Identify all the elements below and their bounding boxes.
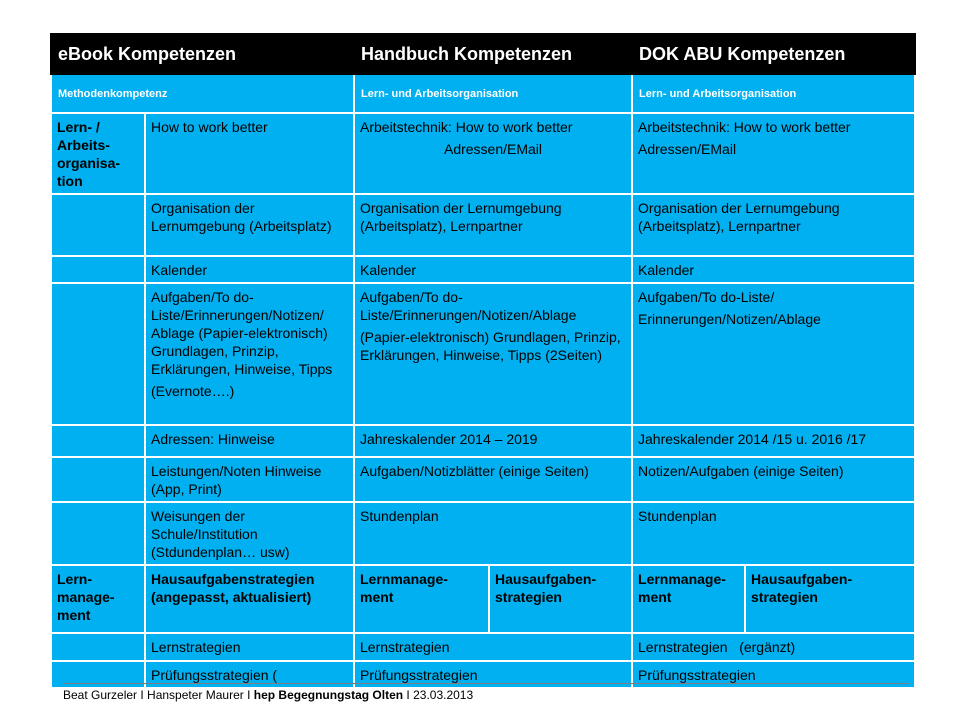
cell-dok: Notizen/Aufgaben (einige Seiten) (632, 457, 915, 502)
cell-ebook: Organisation der Lernumgebung (Arbeitsplatz) (145, 194, 354, 256)
cell-dok (632, 283, 915, 425)
empty-cell (51, 502, 145, 565)
cell-text: Arbeitstechnik: How to work better (638, 119, 851, 135)
cell-ebook: Prüfungsstrategien ( (145, 661, 354, 688)
cell-handbuch: Aufgaben/Notizblätter (einige Seiten) (354, 457, 632, 502)
cell-text: Aufgaben/To do-Liste/Erinnerungen/Notizen/ Ablage (Papier-elektronisch) Grundlagen, Prinzip, Erklärungen, Hinweise, Tipps (151, 289, 333, 377)
cell-handbuch: Stundenplan (354, 502, 632, 565)
cell-handbuch: Lernstrategien (354, 633, 632, 661)
cell-ebook: Lernstrategien (145, 633, 354, 661)
cell-dok-hausaufgaben: Hausaufgaben- strategien (745, 565, 915, 633)
cell-dok: Prüfungsstrategien (632, 661, 915, 688)
footer (63, 688, 473, 702)
cell-ebook: Leistungen/Noten Hinweise (App, Print) (145, 457, 354, 502)
cell-dok: Jahreskalender 2014 /15 u. 2016 /17 (632, 425, 915, 457)
empty-cell (51, 457, 145, 502)
subheader-row (51, 74, 915, 113)
footer-authors: Beat Gurzeler I Hanspeter Maurer I (63, 688, 254, 702)
cell-handbuch (354, 113, 632, 194)
subheader-ebook: Methodenkompetenz (51, 74, 354, 113)
cell-ebook: Kalender (145, 256, 354, 283)
table-row (51, 502, 915, 565)
cell-handbuch-hausaufgaben: Hausaufgaben- strategien (489, 565, 632, 633)
cell-ebook: Weisungen der Schule/Institution (Stdundenplan… usw) (145, 502, 354, 565)
empty-cell (51, 194, 145, 256)
table-row (51, 256, 915, 283)
table-row (51, 565, 915, 633)
empty-cell (51, 256, 145, 283)
footer-event: hep Begegnungstag Olten (253, 688, 404, 702)
cell-ebook: Adressen: Hinweise (145, 425, 354, 457)
cell-handbuch: Kalender (354, 256, 632, 283)
header-row (51, 34, 915, 74)
cell-ebook: How to work better (145, 113, 354, 194)
empty-cell (51, 283, 145, 425)
cell-handbuch: Jahreskalender 2014 – 2019 (354, 425, 632, 457)
cell-dok: Organisation der Lernumgebung (Arbeitsplatz), Lernpartner (632, 194, 915, 256)
table-row (51, 113, 915, 194)
cell-text: Erinnerungen/Notizen/Ablage (638, 311, 821, 327)
cell-ebook (145, 283, 354, 425)
table-row (51, 425, 915, 457)
subheader-dok: Lern- und Arbeitsorganisation (632, 74, 915, 113)
cell-text: (Papier-elektronisch) Grundlagen, Prinzip, Erklärungen, Hinweise, Tipps (2Seiten) (360, 329, 621, 363)
cell-handbuch (354, 283, 632, 425)
cell-handbuch-lernmanagement: Lernmanage- ment (354, 565, 489, 633)
subheader-handbuch: Lern- und Arbeitsorganisation (354, 74, 632, 113)
header-dok: DOK ABU Kompetenzen (632, 34, 915, 74)
table-row (51, 283, 915, 425)
cell-handbuch: Prüfungsstrategien (354, 661, 632, 688)
cell-text: Aufgaben/To do-Liste/Erinnerungen/Notizen/Ablage (360, 289, 577, 323)
empty-cell (51, 633, 145, 661)
cell-dok-lernmanagement: Lernmanage- ment (632, 565, 745, 633)
cell-text: (Evernote….) (151, 383, 235, 399)
cell-ebook: Hausaufgabenstrategien (angepasst, aktualisiert) (145, 565, 354, 633)
footer-date: I 23.03.2013 (403, 688, 474, 702)
table-row (51, 633, 915, 661)
footer-divider (63, 683, 910, 684)
cell-text: Arbeitstechnik: How to work better (360, 119, 573, 135)
header-ebook: eBook Kompetenzen (51, 34, 354, 74)
cell-text: Adressen/EMail (443, 141, 543, 157)
table-row (51, 194, 915, 256)
empty-cell (51, 425, 145, 457)
table-row (51, 457, 915, 502)
cell-dok (632, 113, 915, 194)
cell-text: Aufgaben/To do-Liste/ (638, 289, 775, 305)
cell-text: Adressen/EMail (638, 141, 737, 157)
section-label-lern-arbeitsorganisation: Lern- / Arbeits- organisa- tion (51, 113, 145, 194)
cell-handbuch: Organisation der Lernumgebung (Arbeitsplatz), Lernpartner (354, 194, 632, 256)
header-handbuch: Handbuch Kompetenzen (354, 34, 632, 74)
competency-table (50, 33, 916, 689)
cell-dok: Kalender (632, 256, 915, 283)
cell-dok: Lernstrategien (ergänzt) (632, 633, 915, 661)
section-label-lernmanagement: Lern- manage- ment (51, 565, 145, 633)
cell-dok: Stundenplan (632, 502, 915, 565)
